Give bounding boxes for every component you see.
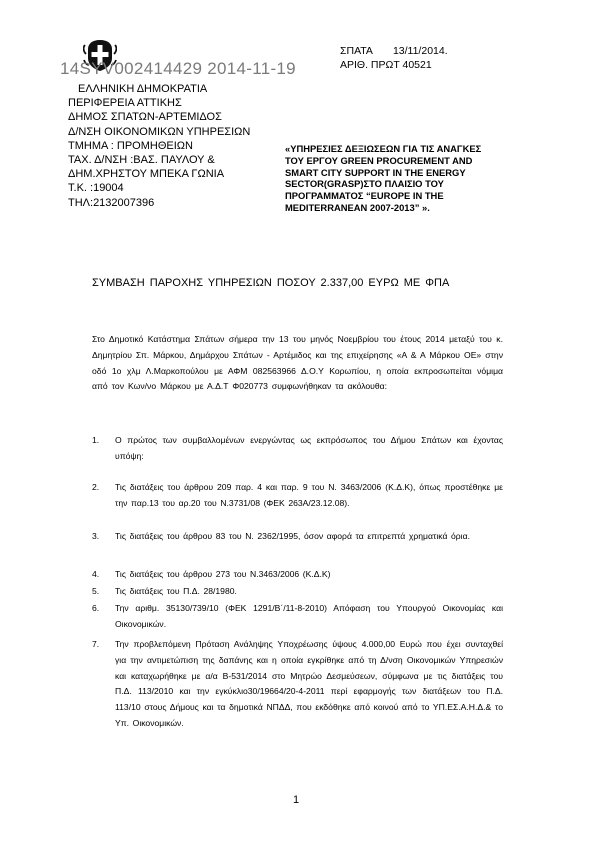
list-item-text: Τις διατάξεις του άρθρου 273 του Ν.3463/2006 (Κ.Δ.Κ) bbox=[115, 569, 331, 579]
list-item-text: Την αριθμ. 35130/739/10 (ΦΕΚ 1291/Β΄/11-8-2010) Απόφαση του Υπουργού Οικονομίας και Οικονομικών. bbox=[115, 603, 503, 629]
sender-line: ΤΑΧ. Δ/ΝΣΗ :ΒΑΣ. ΠΑΥΛΟΥ & bbox=[68, 154, 215, 167]
sender-line: ΤΗΛ:2132007396 bbox=[68, 196, 155, 209]
sender-line: ΤΜΗΜΑ : ΠΡΟΜΗΘΕΙΩΝ bbox=[68, 139, 193, 152]
list-item-text: Τις διατάξεις του άρθρου 209 παρ. 4 και παρ. 9 του Ν. 3463/2006 (Κ.Δ.Κ), όπως προστέθηκε με την παρ.13 του αρ.20 του Ν.3731/08 (ΦΕΚ 263Α/23.12.08). bbox=[115, 482, 503, 508]
list-item-number: 2. bbox=[92, 482, 100, 492]
sender-block bbox=[68, 82, 250, 210]
place-name: ΣΠΑΤΑ bbox=[340, 45, 373, 57]
list-item-number: 5. bbox=[92, 586, 100, 596]
sender-line: ΔΗΜ.ΧΡΗΣΤΟΥ ΜΠΕΚΑ ΓΩΝΙΑ bbox=[68, 168, 225, 181]
list-item-number: 3. bbox=[92, 531, 100, 541]
list-item-text: Τις διατάξεις του Π.Δ. 28/1980. bbox=[115, 586, 237, 596]
document-date: 13/11/2014. bbox=[392, 45, 448, 57]
list-item-number: 6. bbox=[92, 603, 100, 613]
protocol-number: ΑΡΙΘ. ΠΡΩΤ 40521 bbox=[340, 59, 432, 71]
sender-line: ΠΕΡΙΦΕΡΕΙΑ ΑΤΤΙΚΗΣ bbox=[68, 97, 182, 110]
page-number: 1 bbox=[293, 794, 300, 806]
list-item bbox=[92, 567, 503, 583]
list-item-text: Τις διατάξεις του άρθρου 83 του Ν. 2362/1995, όσον αφορά τα επιτρεπτά χρηματικά όρια. bbox=[115, 531, 470, 541]
list-item-text: Την προβλεπόμενη Πρόταση Ανάληψης Υποχρέωσης ύψους 4.000,00 Ευρώ που έχει συνταχθεί για την αντιμετώπιση της δαπάνης και η οποία εγκρίθηκε από τη Δ/νση Οικονομικών Υπηρεσιών και καταχωρήθηκε με α/α Β-531/2014 στο Μητρώο Δεσμεύσεων, σύμφωνα με τις διατάξεις του Π.Δ. 113/2010 και την εγκύκλιο30/19664/20-4-2011 περί εφαρμογής των διατάξεων του Π.Δ. 113/10 στους Δήμους και τα δημοτικά ΝΠΔΔ, που εκδόθηκε από κοινού από το ΥΠ.ΕΣ.Α.Η.Δ.& το Υπ. Οικονομικών. bbox=[115, 639, 503, 728]
list-item bbox=[92, 584, 503, 600]
subject-text: «ΥΠΗΡΕΣΙΕΣ ΔΕΞΙΩΣΕΩΝ ΓΙΑ ΤΙΣ ΑΝΑΓΚΕΣ ΤΟΥ ΕΡΓΟΥ GREEN PROCUREMENT AND SMART CITY SUPPORT IN THE ENERGY SECTOR(GRASP)ΣΤΟ ΠΛΑΙΣΙΟ ΤΟΥ ΠΡΟΓΡΑΜΜΑΤΟΣ “EUROPE IN THE MEDITERRANEAN 2007-2013” ». bbox=[285, 143, 482, 213]
sender-line: ΕΛΛΗΝΙΚΗ ΔΗΜΟΚΡΑΤΙΑ bbox=[78, 83, 208, 95]
list-item bbox=[92, 433, 503, 465]
list-item-number: 1. bbox=[92, 435, 100, 445]
list-item-number: 7. bbox=[92, 639, 100, 649]
sender-line: ΔΗΜΟΣ ΣΠΑΤΩΝ-ΑΡΤΕΜΙΔΟΣ bbox=[68, 111, 222, 124]
list-item bbox=[92, 637, 503, 732]
list-item bbox=[92, 601, 503, 633]
intro-paragraph: Στο Δημοτικό Κατάστημα Σπάτων σήμερα την 13 του μηνός Νοεμβρίου του έτους 2014 μεταξύ του κ. Δημητρίου Σπ. Μάρκου, Δημάρχου Σπάτων - Αρτέμιδος και της επιχείρησης «Α & Α Μάρκου ΟΕ» στην οδό 1ο χλμ Λ.Μαρκοπούλου με ΑΦΜ 082563966 Δ.Ο.Υ Κορωπίου, η οποία εκπροσωπείται νόμιμα από τον Κων/νο Μάρκου με Α.Δ.Τ Φ020773 συμφωνήθηκαν τα ακόλουθα: bbox=[92, 334, 503, 392]
sender-line: Δ/ΝΣΗ ΟΙΚΟΝΟΜΙΚΩΝ ΥΠΗΡΕΣΙΩΝ bbox=[68, 125, 251, 138]
date-protocol-block bbox=[340, 44, 448, 72]
sender-line: Τ.Κ. :19004 bbox=[68, 182, 124, 195]
document-id-watermark: 14SYV002414429 2014-11-19 bbox=[60, 59, 296, 78]
list-item bbox=[92, 529, 503, 545]
list-item-text: Ο πρώτος των συμβαλλομένων ενεργώντας ως εκπρόσωπος του Δήμου Σπάτων και έχοντας υπόψη: bbox=[115, 435, 503, 461]
list-item bbox=[92, 480, 503, 512]
list-item-number: 4. bbox=[92, 569, 100, 579]
contract-title: ΣΥΜΒΑΣΗ ΠΑΡΟΧΗΣ ΥΠΗΡΕΣΙΩΝ ΠΟΣΟΥ 2.337,00 ΕΥΡΩ ΜΕ ΦΠΑ bbox=[92, 277, 450, 289]
